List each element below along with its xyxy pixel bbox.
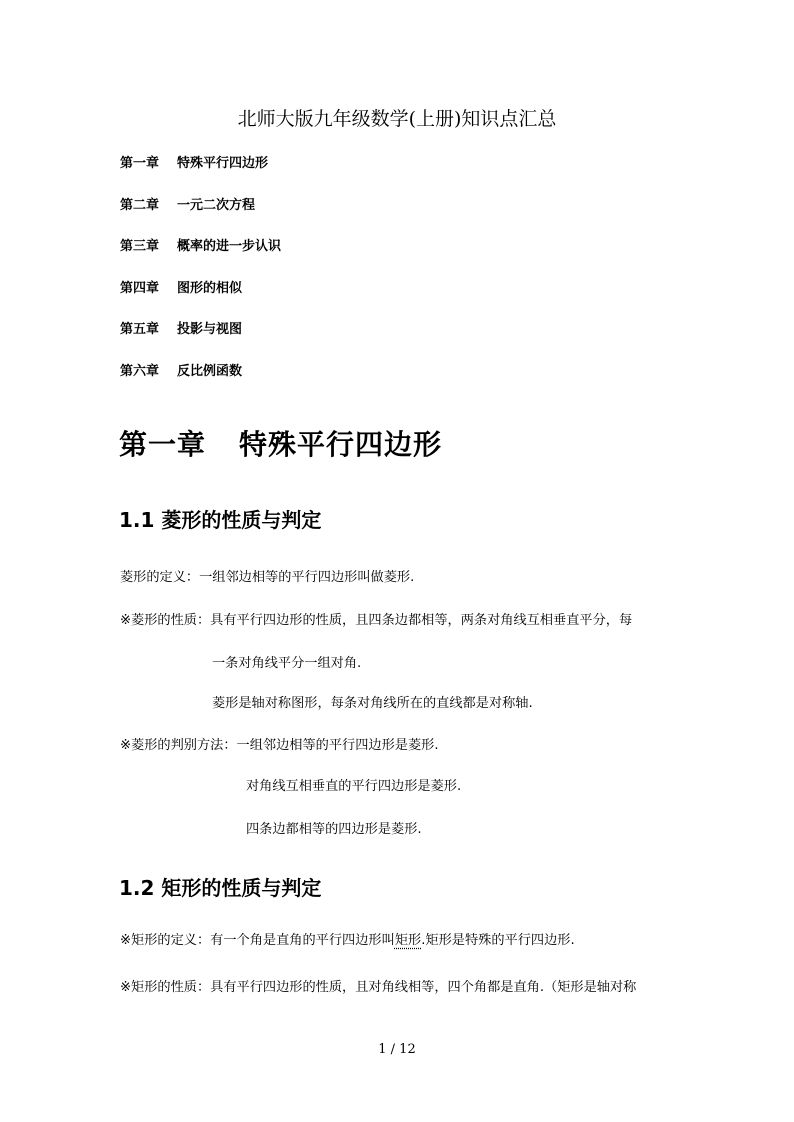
toc-item-6[interactable]	[120, 360, 242, 379]
toc-item-2[interactable]	[120, 194, 255, 213]
toc-chapter-name: 概率的进一步认识	[177, 239, 282, 254]
section-heading-1-2: 1.2 矩形的性质与判定	[119, 876, 322, 900]
rhombus-definition: 菱形的定义：一组邻边相等的平行四边形叫做菱形.	[120, 570, 415, 585]
chapter-number: 第一章	[119, 428, 207, 461]
rhombus-symmetry: 菱形是轴对称图形，每条对角线所在的直线都是对称轴.	[212, 696, 533, 711]
toc-chapter-number: 第三章	[120, 239, 160, 254]
rhombus-criteria-3: 四条边都相等的四边形是菱形.	[246, 822, 422, 837]
toc-chapter-number: 第五章	[120, 322, 160, 337]
toc-chapter-name: 投影与视图	[177, 322, 243, 337]
section-heading-1-1: 1.1 菱形的性质与判定	[119, 508, 322, 532]
toc-chapter-name: 一元二次方程	[177, 198, 256, 213]
rhombus-properties-cont: 一条对角线平分一组对角.	[212, 656, 362, 671]
toc-item-3[interactable]	[120, 235, 281, 254]
rectangle-term: 矩形	[394, 933, 422, 948]
toc-item-1[interactable]	[120, 152, 268, 171]
rhombus-criteria: ※菱形的判别方法：一组邻边相等的平行四边形是菱形.	[120, 738, 439, 753]
rectangle-definition-text-end: .矩形是特殊的平行四边形.	[421, 933, 575, 948]
chapter-heading	[119, 423, 442, 463]
toc-chapter-number: 第六章	[120, 364, 160, 379]
toc-chapter-number: 第二章	[120, 198, 160, 213]
document-title: 北师大版九年级数学(上册)知识点汇总	[237, 108, 557, 130]
toc-chapter-name: 图形的相似	[177, 281, 243, 296]
toc-chapter-name: 反比例函数	[177, 364, 243, 379]
toc-chapter-name: 特殊平行四边形	[177, 156, 269, 171]
toc-chapter-number: 第一章	[120, 156, 160, 171]
toc-chapter-number: 第四章	[120, 281, 160, 296]
rectangle-definition-text: ※矩形的定义：有一个角是直角的平行四边形叫	[120, 933, 395, 948]
toc-item-5[interactable]	[120, 318, 242, 337]
rectangle-properties: ※矩形的性质：具有平行四边形的性质，且对角线相等，四个角都是直角.（矩形是轴对称	[120, 980, 637, 995]
rhombus-properties: ※菱形的性质：具有平行四边形的性质，且四条边都相等，两条对角线互相垂直平分，每	[120, 613, 633, 628]
toc-item-4[interactable]	[120, 277, 242, 296]
rectangle-definition	[120, 929, 575, 948]
rhombus-criteria-2: 对角线互相垂直的平行四边形是菱形.	[246, 779, 462, 794]
chapter-name: 特殊平行四边形	[239, 428, 443, 461]
page-number: 1 / 12	[378, 1042, 416, 1057]
